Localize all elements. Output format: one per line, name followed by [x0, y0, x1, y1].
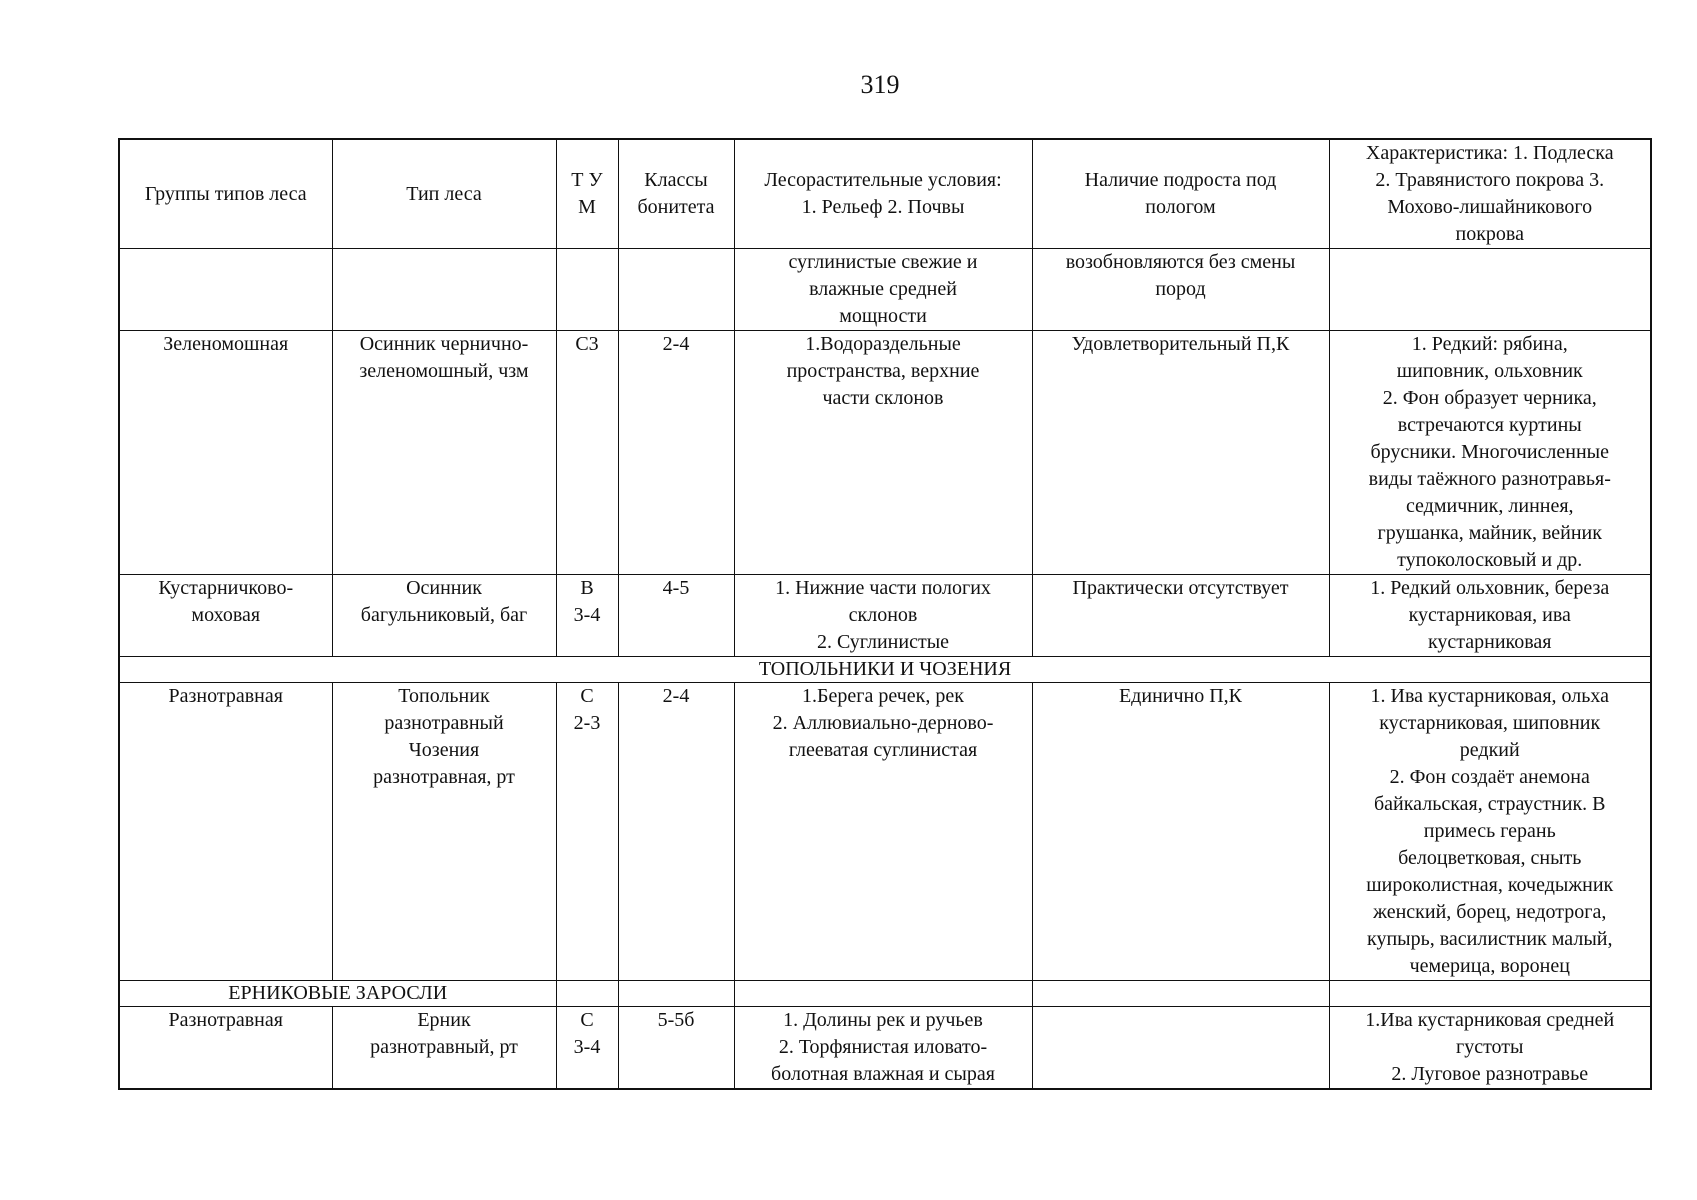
cell-characteristic	[1329, 981, 1651, 1007]
header-growing-conditions: Лесорастительные условия: 1. Рельеф 2. Почвы	[734, 139, 1032, 249]
header-bonitet: Классы бонитета	[618, 139, 734, 249]
table-row	[119, 575, 1651, 657]
cell-group: Разнотравная	[119, 683, 332, 981]
cell-undergrowth	[1032, 1007, 1329, 1090]
cell-characteristic: 1. Ива кустарниковая, ольха кустарниковая, шиповник редкий 2. Фон создаёт анемона байкальская, страустник. В примесь герань белоцветковая, сныть широколистная, кочедыжник женский, борец, недотрога, купырь, василистник малый, чемерица, воронец	[1329, 683, 1651, 981]
cell-undergrowth: возобновляются без смены пород	[1032, 249, 1329, 331]
cell-conditions: 1.Водораздельные пространства, верхние части склонов	[734, 331, 1032, 575]
cell-tum: С 3-4	[556, 1007, 618, 1090]
cell-group: Разнотравная	[119, 1007, 332, 1090]
cell-tum: С 2-3	[556, 683, 618, 981]
forest-types-table	[118, 138, 1652, 1090]
page-number: 319	[860, 70, 900, 99]
cell-tum	[556, 249, 618, 331]
section-row-yernik	[119, 981, 1651, 1007]
cell-type: Ерник разнотравный, рт	[332, 1007, 556, 1090]
header-forest-group: Группы типов леса	[119, 139, 332, 249]
cell-tum	[556, 981, 618, 1007]
cell-bonitet: 2-4	[618, 683, 734, 981]
cell-conditions: 1. Долины рек и ручьев 2. Торфянистая иловато- болотная влажная и сырая	[734, 1007, 1032, 1090]
header-characteristic: Характеристика: 1. Подлеска 2. Травянистого покрова 3. Мохово-лишайникового покрова	[1329, 139, 1651, 249]
cell-group: Зеленомошная	[119, 331, 332, 575]
cell-type: Осинник чернично- зеленомошный, чзм	[332, 331, 556, 575]
cell-type: Осинник багульниковый, баг	[332, 575, 556, 657]
table-row	[119, 683, 1651, 981]
header-forest-type: Тип леса	[332, 139, 556, 249]
table-row-continuation	[119, 249, 1651, 331]
cell-characteristic: 1.Ива кустарниковая средней густоты 2. Луговое разнотравье	[1329, 1007, 1651, 1090]
section-title-poplar: ТОПОЛЬНИКИ И ЧОЗЕНИЯ	[119, 657, 1651, 683]
cell-characteristic: 1. Редкий: рябина, шиповник, ольховник 2. Фон образует черника, встречаются куртины брусники. Многочисленные виды таёжного разнотравья- седмичник, линнея, грушанка, майник, вейник тупоколосковый и др.	[1329, 331, 1651, 575]
cell-bonitet	[618, 981, 734, 1007]
cell-tum: В 3-4	[556, 575, 618, 657]
header-tum: Т У М	[556, 139, 618, 249]
cell-bonitet: 2-4	[618, 331, 734, 575]
cell-undergrowth: Единично П,К	[1032, 683, 1329, 981]
section-title-yernik: ЕРНИКОВЫЕ ЗАРОСЛИ	[119, 981, 556, 1007]
cell-type: Топольник разнотравный Чозения разнотравная, рт	[332, 683, 556, 981]
cell-characteristic: 1. Редкий ольховник, береза кустарниковая, ива кустарниковая	[1329, 575, 1651, 657]
table-row	[119, 331, 1651, 575]
cell-group	[119, 249, 332, 331]
cell-conditions	[734, 981, 1032, 1007]
cell-conditions: суглинистые свежие и влажные средней мощности	[734, 249, 1032, 331]
cell-group: Кустарничково- моховая	[119, 575, 332, 657]
table-row	[119, 1007, 1651, 1090]
cell-undergrowth: Удовлетворительный П,К	[1032, 331, 1329, 575]
cell-bonitet: 4-5	[618, 575, 734, 657]
cell-characteristic	[1329, 249, 1651, 331]
cell-bonitet: 5-5б	[618, 1007, 734, 1090]
cell-conditions: 1.Берега речек, рек 2. Аллювиально-дерново- глееватая суглинистая	[734, 683, 1032, 981]
cell-conditions: 1. Нижние части пологих склонов 2. Суглинистые	[734, 575, 1032, 657]
section-row-poplar	[119, 657, 1651, 683]
header-undergrowth: Наличие подроста под пологом	[1032, 139, 1329, 249]
cell-bonitet	[618, 249, 734, 331]
cell-undergrowth	[1032, 981, 1329, 1007]
cell-tum: С3	[556, 331, 618, 575]
cell-type	[332, 249, 556, 331]
table-header-row	[119, 139, 1651, 249]
cell-undergrowth: Практически отсутствует	[1032, 575, 1329, 657]
